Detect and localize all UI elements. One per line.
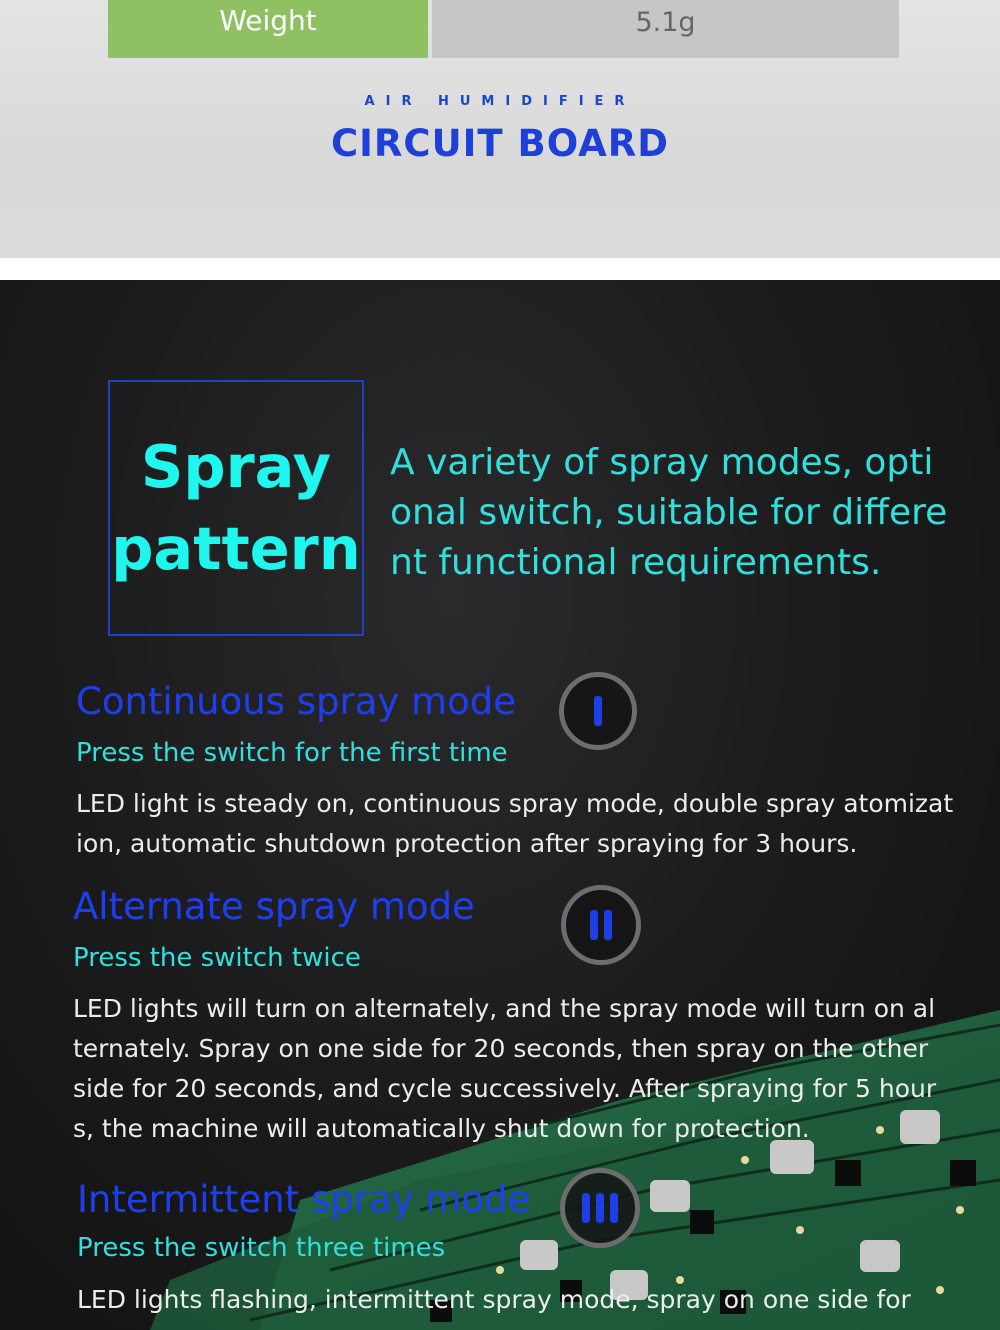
spec-value-weight: 5.1g <box>432 0 899 58</box>
spec-section <box>0 0 1000 258</box>
mode-description: LED light is steady on, continuous spray mode, double spray atomization, automatic shutdown protection after spraying for 3 hours. <box>76 789 954 858</box>
spray-pattern-box <box>108 380 364 636</box>
mode-subtitle: Press the switch for the first time <box>76 738 508 768</box>
spec-label-weight: Weight <box>108 0 428 58</box>
spray-pattern-title: Spray pattern <box>111 432 361 583</box>
triple-bar-icon <box>560 1168 640 1248</box>
mode-title: Continuous spray mode <box>76 680 516 723</box>
single-bar-icon <box>559 672 637 750</box>
mode-title: Intermittent spray mode <box>77 1178 531 1221</box>
mode-subtitle: Press the switch three times <box>77 1233 446 1263</box>
mode-description: LED lights flashing, intermittent spray mode, spray on one side for <box>77 1285 911 1314</box>
divider <box>0 258 1000 280</box>
spray-pattern-section <box>0 280 1000 1330</box>
section-title: CIRCUIT BOARD <box>331 122 669 165</box>
mode-subtitle: Press the switch twice <box>73 943 361 973</box>
mode-title: Alternate spray mode <box>73 885 475 928</box>
spray-pattern-description: A variety of spray modes, optional switch, suitable for different functional requirements. <box>390 442 948 583</box>
double-bar-icon <box>561 885 641 965</box>
section-kicker: AIR HUMIDIFIER <box>364 94 636 109</box>
mode-description: LED lights will turn on alternately, and the spray mode will turn on alternately. Spray on one side for 20 seconds, then spray on the other side for 20 seconds, and cycle successively. After spraying for 5 hours, the machine will automatically shut down for protection. <box>73 994 937 1143</box>
